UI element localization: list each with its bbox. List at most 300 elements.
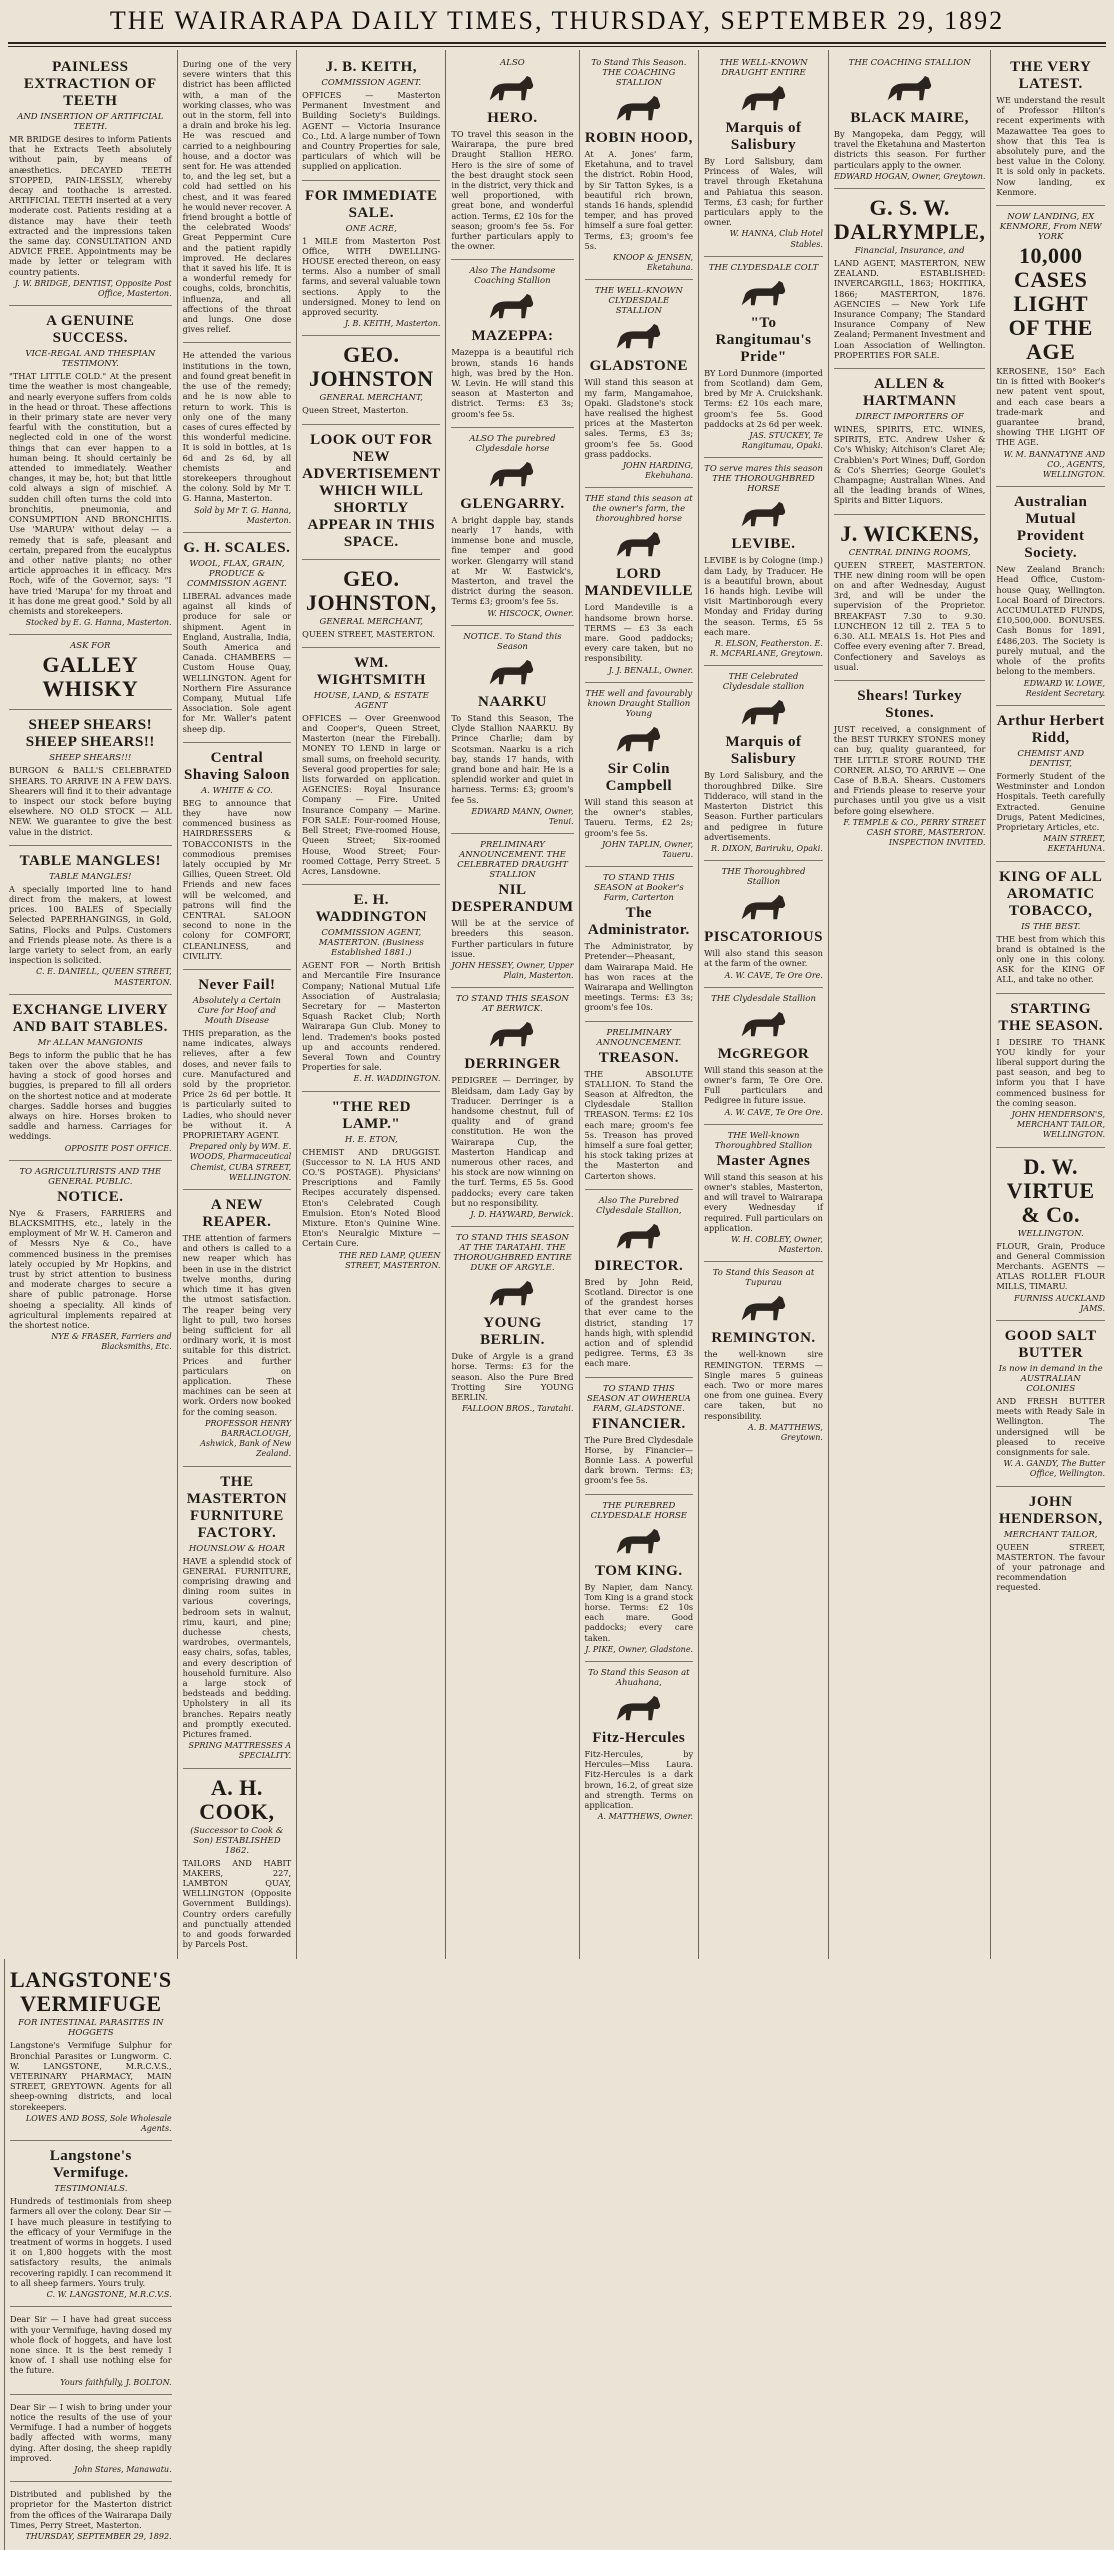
ad-body-text: MR BRIDGE desires to inform Patients that he Extracts Teeth absolutely without pain, by means of anæsthetics. DECAYED TEETH STOPPED, PAIN-LESSLY, whereby decay and toothache is arrested. ARTIFICIAL TEETH inserted at a very moderate cost. Patients residing at a distance may have their teeth extracted and the impressions taken the same day. CONSULTATION AND ADVICE FREE. Appointments may be made by letter or telegram with country patients. — [9, 134, 172, 277]
ad-subheading: THE CLYDESDALE COLT — [708, 262, 819, 273]
ad-body-text: Will also stand this season at the farm of the owner. — [704, 948, 823, 969]
ad-heading: TREASON. — [598, 1049, 679, 1066]
ad-body-text: Will stand this season at his owner's stables, Masterton, and will travel to Wairarapa every Wednesday if required. Full particulars on application. — [704, 1171, 823, 1233]
ad-subheading: H. E. ETON, — [344, 1134, 398, 1145]
ad-signature: FALLOON BROS., Taratahi. — [462, 1404, 574, 1414]
horse-engraving-icon — [611, 723, 667, 757]
advertisement — [451, 1227, 573, 1420]
ad-subheading: TO STAND THIS SEASON AT OWHERUA FARM, GLADSTONE. — [586, 1383, 691, 1414]
ad-heading: LOOK OUT FOR NEW ADVERTISEMENT WHICH WILL SHORTLY APPEAR IN THIS SPACE. — [302, 431, 441, 550]
horse-engraving-icon — [736, 891, 792, 925]
horse-engraving-icon — [484, 656, 540, 690]
ad-subheading: Mr ALLAN MANGIONIS — [37, 1037, 143, 1048]
ad-heading: TOM KING. — [595, 1562, 683, 1579]
advertisement — [585, 1662, 694, 1828]
ad-body-text: the well-known sire REMINGTON. TERMS — Single mares 5 guineas each. Two or more mares one from one guinea. Every care taken, but no responsibility. — [704, 1349, 823, 1421]
ad-heading: WM. WIGHTSMITH — [316, 654, 426, 688]
ad-subheading: THE WELL-KNOWN CLYDESDALE STALLION — [594, 286, 683, 317]
ad-body-text: THE attention of farmers and others is called to a new reaper which has been in use in the district twelve months, during which time it has given the utmost satisfaction. The reaper being very light to pull, two horses being sufficient for all ordinary work, it is most suitable for this district. Prices and further particulars on application. These machines can be seen at work. Orders now booked for the coming season. — [182, 1233, 292, 1417]
column-5 — [579, 50, 699, 1959]
ad-subheading: PRELIMINARY ANNOUNCEMENT. — [596, 1027, 682, 1048]
advertisement — [996, 52, 1105, 206]
ad-body-text: QUEEN STREET, MASTERTON. — [302, 628, 435, 639]
ad-signature: W. HISCOCK, Owner. — [487, 608, 574, 618]
ad-subheading: COMMISSION AGENT, MASTERTON. (Business Established 1881.) — [318, 928, 424, 959]
ad-subheading: TABLE MANGLES! — [49, 871, 132, 882]
ad-subheading: CENTRAL DINING ROOMS, — [848, 547, 971, 558]
ad-signature: W. H. COBLEY, Owner, Masterton. — [731, 1234, 823, 1255]
ad-body-text: PEDIGREE — Derringer, by Bleidsam, dam Lady Gay by Traducer. Derringer is a handsome chestnut, full of quality and of grand constitution. He won the Wairarapa Cup, the Masterton Handicap and numerous other races, and his stock are now winning on the turf. Terms, £5 5s. Good paddocks; every care taken but no responsibility. — [451, 1075, 574, 1208]
advertisement — [302, 885, 440, 1091]
ad-body-text: Will stand this season at the owner's farm, Te Ore Ore. Full particulars and Pedigree in future issue. — [704, 1064, 823, 1106]
advertisement — [996, 994, 1105, 1148]
ad-signature: J. D. HAYWARD, Berwick. — [470, 1209, 574, 1219]
horse-engraving-icon — [611, 1220, 667, 1254]
ad-signature: A. B. MATTHEWS, Greytown. — [747, 1422, 823, 1442]
advertisement — [9, 635, 172, 710]
advertisement — [585, 1495, 694, 1662]
ad-body-text: At A. Jones' farm, Eketahuna, and to travel the district. Robin Hood, by Sir Tatton Sykes, is a beautiful rich brown, stands 16 hands, splendid temper, and has proved himself a sure foal getter. Terms, £3; groom's fee 5s. — [584, 149, 694, 251]
ad-body-text: Lord Mandeville is a handsome brown horse. TERMS — £3 3s each mare. Good paddocks; every care taken, but no responsibility. — [584, 602, 694, 664]
ad-heading: GLADSTONE — [589, 358, 689, 375]
ad-heading: THE MASTERTON FURNITURE FACTORY. — [186, 1473, 288, 1541]
ad-body-text: THE ABSOLUTE STALLION. To Stand the Season at Alfredton, the Clydesdale Stallion TREASON. Terms: £2 10s each mare; groom's fee 5s. Treason has proved himself a sure foal getter, his stock taking prizes at the Masterton and Carterton shows. — [584, 1068, 694, 1181]
ad-body-text: BY Lord Dunmore (imported from Scotland) dam Gem, bred by Mr A. Cruickshank. Terms: £2 10s each mare, groom's fee 5s. Good paddocks at 2s 6d per week. — [704, 367, 823, 429]
ad-body-text: WE understand the result of Professor Hilton's recent experiments with Mazawattee Tea goes to show that this Tea is absolutely pure, and the best value in the Colony. It is sold only in packets. Now landing, ex Kenmore. — [996, 95, 1105, 197]
advertisement — [302, 336, 440, 424]
ad-subheading: WELLINGTON. — [1017, 1228, 1084, 1239]
ad-heading: MAZEPPA: — [471, 328, 554, 345]
advertisement — [704, 1262, 823, 1449]
advertisement — [704, 257, 823, 459]
ad-subheading: THE COACHING STALLION — [848, 58, 971, 68]
ad-body-text: BURGON & BALL'S CELEBRATED SHEARS. TO ARRIVE IN A FEW DAYS. Shearers will find it to their advantage to inspect our stock before buying elsewhere. NO OLD STOCK — ALL NEW. We guarantee to give the best value in the district. — [9, 765, 172, 837]
ad-signature: THE RED LAMP, QUEEN STREET, MASTERTON. — [338, 1250, 441, 1270]
ad-signature: R. DIXON, Bariruku, Opaki. — [711, 843, 823, 853]
ad-heading: The Administrator. — [587, 905, 690, 939]
ad-subheading: To Stand this Season at Ahuahana, — [588, 1668, 690, 1689]
ad-body-text: Duke of Argyle is a grand horse. Terms: £3 for the season. Also the Pure Bred Trotting Sire YOUNG BERLIN. — [451, 1351, 574, 1402]
ad-signature: FURNISS AUCKLAND JAMS. — [1014, 1293, 1105, 1313]
advertisement — [704, 666, 823, 861]
ad-heading: FOR IMMEDIATE SALE. — [305, 187, 438, 221]
ad-heading: DERRINGER — [464, 1056, 561, 1073]
ad-body-text: By Lord Salisbury, and the thoroughbred Dilke. Sire Tidderaco, will stand in the Masterton District this Season. Further particulars and pedigree in future advertisements. — [704, 770, 823, 842]
ad-signature: Stocked by E. G. Hanna, Masterton. — [25, 618, 172, 628]
ad-heading: J. WICKENS, — [840, 520, 980, 546]
ad-signature: JOHN HESSEY, Owner, Upper Plain, Masterton. — [451, 960, 574, 981]
ad-heading: PAINLESS EXTRACTION OF TEETH — [23, 59, 157, 109]
ad-heading: J. B. KEITH, — [325, 59, 417, 75]
ad-subheading: HOUNSLOW & HOAR — [188, 1543, 285, 1554]
ad-body-text: Dear Sir — I have had great success with your Vermifuge, having dosed my whole flock of hoggets, and have lost none since. It is the best remedy I know of. I shall use nothing else for the future. — [10, 2314, 172, 2376]
ad-subheading: A. WHITE & CO. — [201, 785, 273, 796]
ad-subheading: (Successor to Cook & Son) ESTABLISHED 1862. — [190, 1825, 284, 1856]
masthead-rule — [8, 42, 1106, 47]
ad-heading: Australian Mutual Provident Society. — [1014, 494, 1088, 562]
advertisement — [10, 2482, 172, 2548]
advertisement — [585, 1022, 694, 1190]
ad-body-text: THIS preparation, as the name indicates, always relieves, after a few doses, and never fails to cure. Manufactured and sold by the proprietor. Price 2s 6d per bottle. It is particularly suited to Ladies, who should never be without it. A PROPRIETARY AGENT. — [182, 1028, 292, 1141]
ad-body-text: QUEEN STREET, MASTERTON. The favour of your patronage and recommendation requested. — [996, 1541, 1105, 1593]
ad-signature: A. MATTHEWS, Owner. — [597, 1812, 694, 1822]
horse-engraving-icon — [736, 277, 792, 311]
ad-heading: DIRECTOR. — [594, 1257, 684, 1274]
ad-body-text: 1 MILE from Masterton Post Office, WITH DWELLING-HOUSE erected thereon, on easy terms. Also a number of small farms, and several valuable town sections. Apply to the undersigned. Money to lend on approved security. — [302, 235, 441, 318]
advertisement — [585, 1190, 694, 1378]
advertisement — [996, 1148, 1105, 1321]
ad-subheading: TO AGRICULTURISTS AND THE GENERAL PUBLIC. — [19, 1166, 162, 1187]
ad-signature: C. E. DANIELL, QUEEN STREET, MASTERTON. — [36, 967, 172, 987]
advertisement — [302, 648, 440, 885]
advertisement — [834, 52, 986, 189]
ad-heading: A. H. COOK, — [199, 1774, 275, 1824]
ad-heading: A GENUINE SUCCESS. — [46, 313, 135, 347]
ad-heading: D. W. VIRTUE & Co. — [1006, 1153, 1095, 1227]
ad-subheading: COMMISSION AGENT. — [321, 78, 422, 88]
ad-heading: Shears! Turkey Stones. — [857, 687, 963, 721]
ad-subheading: Also The Purebred Clydesdale Stallion, — [596, 1195, 682, 1216]
ad-heading: JOHN HENDERSON, — [998, 1493, 1103, 1527]
ad-signature: J. J. BENALL, Owner. — [608, 665, 694, 675]
ad-body-text: The Administrator, by Pretender—Pheasant, dam Wairarapa Maid. He has won races at the Wairarapa and Wellington meetings. Terms: £3 3s; groom's fee 10s. — [584, 941, 694, 1013]
advertisement — [302, 52, 440, 181]
ad-subheading: TO serve mares this season THE THOROUGHBRED HORSE — [704, 464, 823, 495]
advertisement — [996, 206, 1105, 487]
ad-body-text: During one of the very severe winters that this district has been afflicted with, a man of the working classes, who was out in the storm, fell into a drain and broke his leg. He was rescued and carried to a neighbouring house, and a doctor was sent for. He was attended to, and the leg set, but a cold had settled on his chest, and it was feared he would never recover. A friend brought a bottle of the celebrated Woods' Great Peppermint Cure and the patient rapidly improved. He declares that it saved his life. It is a wonderful remedy for coughs, colds, bronchitis, influenza, and all affections of the throat and lungs. One dose gives relief. — [182, 59, 292, 335]
advertisement — [834, 681, 986, 854]
advertisement — [451, 52, 573, 260]
ad-heading: NAARKU — [478, 693, 547, 710]
ad-signature: EDWARD MANN, Owner, Tenui. — [471, 806, 574, 826]
ad-subheading: TO STAND THIS SEASON AT BERWICK. — [456, 994, 569, 1015]
advertisement — [451, 834, 573, 988]
advertisement — [302, 181, 440, 337]
advertisement — [585, 52, 694, 280]
advertisement — [183, 52, 292, 343]
ad-heading: TABLE MANGLES! — [19, 852, 161, 869]
ad-body-text: WINES, SPIRITS, ETC. WINES, SPIRITS, ETC. Andrew Usher & Co's Whisky; Aitchison's Claret Ale; Crabbien's Port Wines; Duff, Gordon & Co's Sherries; George Goulet's Champagne; Australian Wines. And all the leading brands of Wines, Spirits and Bitter Liquors. — [833, 424, 986, 506]
ad-body-text: By Lord Salisbury, dam Princess of Wales, will travel through Eketahuna and Pahiatua this season. Terms, £3 cash; for further particulars apply to the owner. — [704, 156, 823, 228]
advertisement — [704, 988, 823, 1125]
ad-signature: Yours faithfully, J. BOLTON. — [60, 2377, 172, 2387]
ad-heading: "THE RED LAMP." — [331, 1098, 411, 1132]
ad-subheading: HOUSE, LAND, & ESTATE AGENT — [313, 690, 429, 711]
column-8 — [990, 50, 1110, 1959]
ad-subheading: AND INSERTION OF ARTIFICIAL TEETH. — [17, 112, 164, 132]
ad-heading: G. S. W. DALRYMPLE, — [833, 195, 986, 245]
ad-body-text: KEROSENE, 150° Each tin is fitted with Booker's new patent vent spout, and each case bears a trade-mark and guarantee brand, showing THE LIGHT OF THE AGE. — [996, 366, 1105, 448]
advertisement — [183, 743, 292, 970]
ad-body-text: JUST received, a consignment of the BEST TURKEY STONES money can buy, quality guaranteed, for THE LITTLE STORE ROUND THE CORNER. ALSO, TO ARRIVE — One Case of B.B.A. Shears. Customers and Friends please to reserve your purchases until you give us a visit before going elsewhere. — [833, 723, 986, 816]
ad-signature: J. W. BRIDGE, DENTIST, Opposite Post Office, Masterton. — [14, 278, 172, 299]
advertisement — [10, 2141, 172, 2307]
ad-heading: E. H. WADDINGTON — [315, 892, 427, 926]
ad-subheading: THE Thoroughbred Stallion — [721, 867, 806, 888]
advertisement — [10, 1961, 172, 2141]
ad-subheading: NOTICE. To Stand this Season — [463, 631, 562, 652]
ad-body-text: Begs to inform the public that he has taken over the above stables, and having a stock of good horses and buggies, is prepared to fill all orders on the shortest notice and at moderate charges. Saddle horses and buggies always on hire. Horses broken to saddle and harness. Carriages for weddings. — [9, 1049, 172, 1142]
advertisement — [585, 488, 694, 682]
ad-body-text: By Mangopeka, dam Peggy, will travel the Eketahuna and Masterton districts this season. For further particulars apply to the owner. — [833, 129, 986, 170]
ad-body-text: Dear Sir — I wish to bring under your notice the results of the use of your Vermifuge. I had a number of hoggets badly affected with worms, many dying. After dosing, the sheep rapidly improved. — [10, 2401, 172, 2463]
horse-engraving-icon — [736, 1008, 792, 1042]
ad-signature: A. W. CAVE, Te Ore Ore. — [724, 1107, 823, 1117]
ad-heading: ROBIN HOOD, — [584, 130, 693, 146]
horse-engraving-icon — [611, 528, 667, 562]
ad-heading: ALLEN & HARTMANN — [862, 376, 957, 410]
ad-heading: Master Agnes — [716, 1152, 811, 1169]
ad-subheading: TO STAND THIS SEASON at Booker's Farm, Carterton — [593, 873, 684, 904]
ad-body-text: OFFICES — Masterton Permanent Investment and Building Society's Buildings. AGENT — Victoria Insurance Co., Ltd. A large number of Town and Country Properties for sale, particulars of which will be supplied on application. — [302, 90, 441, 172]
ad-heading: GEO. JOHNSTON — [308, 342, 434, 392]
ad-body-text: THE best from which this brand is obtained is the only one in this colony. ASK for the KING OF ALL, and take no other. — [996, 933, 1105, 985]
ad-signature: W. A. GANDY, The Butter Office, Wellington. — [1003, 1459, 1105, 1479]
ad-body-text: "THAT LITTLE COLD." At the present time the weather is most changeable, and nearly everyone suffers from colds in the head or throat. These affections in their primary state are never very fearful with the constitution, but a neglected cold in one of the worst things that can ever happen to a human being. It should certainly be attended to immediately. Weather changes, it may be, hot; but that little cold always a sign of mischief. A sudden chill often turns the cold into bronchitis, pneumonia, and CONSUMPTION AND BRONCHITIS. Use 'MARUPA' without delay — a remedy that is safe, pleasant and certain, prepared from the eucalyptus and other native plants; no other article approaches it in efficacy. Mrs Roch, wife of the Governor, says: "I have tried 'Marupa' for my throat and it has done me great good." Sold by all chemists and storekeepers. — [9, 371, 172, 616]
ad-heading: GEO. JOHNSTON, — [305, 565, 437, 615]
ad-body-text: HAVE a splendid stock of GENERAL FURNITURE, comprising drawing and dining room suites in various coverings, bedroom sets in walnut, rimu, kauri, and pine; duchesse chests, wardrobes, overmantels, easy chairs, sofas, tables, and every description of household furniture. Also a large stock of bedsteads and bedding. Upholstery in all its branches. Repairs neatly and promptly executed. Pictures framed. — [182, 1555, 292, 1739]
ad-body-text: QUEEN STREET, MASTERTON. THE new dining room will be open on and after Wednesday, August 3rd, and will be under the supervision of the Proprietor. BREAKFAST 7.30 to 9.30. LUNCHEON 12 till 2. TEA 5 to 6.30. ALL MEALS 1s. Hot Pies and Coffee every evening after 7. Bread, Confectionery and Saveloys as usual. — [833, 559, 986, 672]
ad-heading: THE VERY LATEST. — [1010, 59, 1092, 92]
horse-engraving-icon — [736, 82, 792, 116]
ad-heading: REMINGTON. — [711, 1330, 816, 1347]
ad-signature: John Stares, Manawatu. — [74, 2464, 172, 2474]
ad-subheading: Absolutely a Certain Cure for Hoof and Mouth Disease — [192, 996, 281, 1027]
horse-engraving-icon — [484, 458, 540, 492]
ad-body-text: Langstone's Vermifuge Sulphur for Bronchial Parasites or Lungworm. C. W. LANGSTONE, M.R.C.V.S., VETERINARY PHARMACY, MAIN STREET, GREYTOWN. Agents for all sheep-owning districts, and local storekeepers. — [10, 2040, 172, 2112]
ad-body-text: New Zealand Branch: Head Office, Custom-house Quay, Wellington. Local Board of Directors. ACCUMULATED FUNDS, £10,500,000. BONUSES. Cash Bonus for 1891, £486,203. The Society is purely mutual, and the whole of the profits belong to the members. — [996, 564, 1105, 677]
ad-heading: Sir Colin Campbell — [605, 760, 673, 794]
ad-signature: NYE & FRASER, Farriers and Blacksmiths, Etc. — [51, 1332, 172, 1352]
ad-body-text: A bright dapple bay, stands nearly 17 hands, with immense bone and muscle, fine temper and good worker. Glengarry will stand at Mr W. Eastwick's, Masterton, and travel the district during the season. Terms £3; groom's fee 5s. — [451, 514, 574, 607]
ad-subheading: VICE-REGAL AND THESPIAN TESTIMONY. — [25, 349, 156, 370]
advertisement — [585, 280, 694, 488]
advertisement — [834, 515, 986, 681]
advertisement — [302, 1092, 440, 1277]
ad-body-text: Hundreds of testimonials from sheep farmers all over the colony. Dear Sir — I have much pleasure in testifying to the efficacy of your Vermifuge in the treatment of worms in hoggets. I used it on 1,800 hoggets with the most satisfactory results, the animals recovering rapidly. I can recommend it to all sheep farmers. Yours truly. — [10, 2196, 172, 2288]
ad-subheading: ASK FOR — [70, 641, 111, 652]
ad-signature: F. TEMPLE & CO., PERRY STREET CASH STORE, MASTERTON. INSPECTION INVITED. — [843, 817, 986, 848]
advertisement — [183, 533, 292, 743]
ad-body-text: BEG to announce that they have now commenced business as HAIRDRESSERS & TOBACCONISTS in the commodious premises lately occupied by Mr Gillies, Queen Street. Old Friends and new faces will be welcomed, and patrons will find the CENTRAL SALOON second to none in the colony for COMFORT, CLEANLINESS, and CIVILITY. — [182, 797, 292, 961]
advertisement — [834, 189, 986, 369]
ad-signature: R. ELSON, Featherston. E. R. MCFARLANE, Greytown. — [709, 639, 823, 659]
ad-body-text: Queen Street, Masterton. — [302, 405, 409, 416]
ad-signature: PROFESSOR HENRY BARRACLOUGH, Ashwick, Bank of New Zealand. — [200, 1418, 292, 1459]
horse-engraving-icon — [611, 1525, 667, 1559]
ad-subheading: ONE ACRE, — [345, 223, 397, 234]
ad-signature: J. PIKE, Owner, Gladstone. — [585, 1644, 694, 1654]
ad-subheading: DIRECT IMPORTERS OF — [855, 412, 964, 423]
advertisement — [9, 995, 172, 1161]
advertisement — [183, 970, 292, 1190]
advertisement — [451, 626, 573, 834]
ad-body-text: To Stand this Season, The Clyde Stallion NAARKU. By Prince Charlie; dam by Scotsman. Naarku is a rich bay, stands 17 hands, with grand bone and hair. He is a splendid worker and quiet in harness. Terms: £3; groom's fee 5s. — [451, 712, 574, 805]
ad-subheading: SHEEP SHEARS!!! — [49, 753, 132, 764]
ad-body-text: AGENT FOR — North British and Mercantile Fire Insurance Company; National Mutual Life Association of Australasia; Secretary for — Masterton Squash Racket Club; North Wairarapa Gun Club. Money to lend. Trademen's books posted up and accounts rendered. Several Town and Country Properties for sale. — [302, 960, 441, 1073]
ad-body-text: LAND AGENT, MASTERTON, NEW ZEALAND. ESTABLISHED: INVERCARGILL, 1863; HOKITIKA, 1866; MASTERTON, 1876. AGENCIES — New York Life Insurance Company; The Standard Insurance Company of New Zealand; Permanent Investment and Loan Association of Wellington. PROPERTIES FOR SALE. — [833, 258, 986, 360]
ad-body-text: Formerly Student of the Westminster and London Hospitals. Teeth carefully Extracted. Genuine Drugs, Patent Medicines, Proprietary Articles, etc. — [996, 770, 1105, 832]
ad-heading: "To Rangitumau's Pride" — [715, 314, 812, 365]
ad-signature: EDWARD W. LOWE, Resident Secretary. — [1023, 678, 1105, 698]
ad-subheading: FOR INTESTINAL PARASITES IN HOGGETS — [18, 2018, 164, 2039]
ad-body-text: OFFICES — Over Greenwood and Cooper's, Queen Street, Masterton (near the Fireball). MONEY TO LEND in large or small sums, on freehold security. Several good properties for sale; lists forwarded on application. AGENCIES: Royal Insurance Company — Fire. United Insurance Company — Marine. FOR SALE: Four-roomed House, Bell Street; Five-roomed House, Queen Street; Six-roomed House, Wood Street; Four-roomed Cottage, Perry Street. 5 Acres, Lansdowne. — [302, 712, 441, 876]
ad-signature: C. W. LANGSTONE, M.R.C.V.S. — [46, 2290, 172, 2300]
ad-heading: FINANCIER. — [591, 1415, 686, 1432]
ad-body-text: The Pure Bred Clydesdale Horse, by Financier—Bonnie Lass. A powerful dark brown. Terms: £3; groom's fee 5s. — [584, 1434, 694, 1486]
ad-subheading: NOW LANDING, EX KENMORE, From NEW YORK — [999, 212, 1102, 243]
advertisement — [9, 1161, 172, 1359]
ad-heading: G. H. SCALES. — [183, 539, 291, 556]
ad-body-text: TO travel this season in the Wairarapa, the pure bred Draught Stallion HERO. Hero is the sire of some of the best draught stock seen in the district, very thick and well proportioned, with great bone, and wonderful action. Terms, £2 10s for the season; groom's fee 5s. For further particulars apply to the owner. — [451, 129, 574, 252]
advertisement — [451, 260, 573, 427]
advertisement — [10, 2395, 172, 2482]
ad-heading: LANGSTONE'S VERMIFUGE — [10, 1967, 172, 2017]
ad-heading: YOUNG BERLIN. — [480, 1315, 545, 1349]
ad-signature: JAS. STUCKEY, Te Rangitumau, Opaki. — [741, 431, 823, 451]
ad-heading: A NEW REAPER. — [202, 1197, 272, 1231]
ad-body-text: FLOUR, Grain, Produce and General Commission Merchants. AGENTS — ATLAS ROLLER FLOUR MILLS, TIMARU. — [996, 1240, 1105, 1292]
ad-heading: Arthur Herbert Ridd, — [996, 712, 1105, 746]
ad-body-text: LEVIBE is by Cologne (imp.) dam Lady, by Traducer. He is a beautiful brown, about 16 hands high. Levibe will visit Martinborough every Monday and Friday during the season. Terms, £5 5s each mare. — [704, 555, 823, 637]
advertisement — [451, 988, 573, 1227]
advertisement — [302, 425, 440, 560]
column-7 — [828, 50, 991, 1959]
ad-subheading: THE PUREBRED CLYDESDALE HORSE — [590, 1500, 688, 1521]
column-4 — [445, 50, 578, 1959]
horse-engraving-icon — [484, 72, 540, 106]
advertisement — [302, 560, 440, 648]
ad-body-text: CHEMIST AND DRUGGIST. (Successor to N. LA HUS AND CO.'S POSTAGE). Physicians' Prescriptions and Family Recipes accurately dispensed. Eton's Celebrated Cough Emulsion. Eton's Noted Blood Mixture. Eton's Quinine Wine. Eton's Neuralgic Mixture — Certain Cure. — [302, 1146, 441, 1249]
ad-body-text: Nye & Frasers, FARRIERS and BLACKSMITHS, etc., lately in the employment of Mr W. H. Cameron and of Messrs Nye & Co., have commenced business in the premises lately occupied by Mr Hopkins, and trust by strict attention to business and moderate charges to secure a share of public patronage. Horse shoeing a speciality. All kinds of agricultural implements repaired at the shortest notice. — [9, 1207, 172, 1331]
advertisement — [585, 683, 694, 867]
ad-heading: LEVIBE. — [731, 536, 796, 553]
ad-body-text: By Napier, dam Nancy. Tom King is a grand stock horse. Terms: £2 10s each mare. Good paddocks; every care taken. — [584, 1581, 694, 1643]
ad-body-text: Bred by John Reid, Scotland. Director is one of the grandest horses that ever came to the district, standing 17 hands high, with splendid action and of splendid pedigree. Terms, £3 3s each mare. — [584, 1276, 694, 1369]
ad-heading: PISCATORIOUS — [704, 929, 823, 946]
advertisement — [585, 1378, 694, 1495]
horse-engraving-icon — [611, 92, 667, 126]
ad-signature: EDWARD HOGAN, Owner, Greytown. — [833, 171, 986, 181]
ad-subheading: ALSO — [500, 58, 525, 68]
ad-heading: Marquis of Salisbury — [725, 120, 802, 153]
advertisement — [704, 1125, 823, 1263]
ad-signature: J. B. KEITH, Masterton. — [344, 319, 441, 329]
advertisement — [834, 369, 986, 515]
advertisement — [10, 2307, 172, 2394]
advertisement — [183, 1190, 292, 1466]
ad-subheading: Also The Handsome Coaching Stallion — [469, 266, 556, 287]
advertisement — [704, 52, 823, 257]
ad-signature: KNOOP & JENSEN, Eketahuna. — [613, 253, 694, 273]
ad-signature: SPRING MATTRESSES A SPECIALITY. — [188, 1741, 292, 1761]
advertisement — [183, 343, 292, 532]
ad-heading: 10,000 CASES LIGHT OF THE AGE — [1008, 243, 1093, 365]
ad-heading: Central Shaving Saloon — [183, 749, 290, 783]
ad-subheading: Financial, Insurance, and — [854, 246, 965, 257]
horse-engraving-icon — [736, 1292, 792, 1326]
ad-signature: JOHN HENDERSON'S, MERCHANT TAILOR, WELLINGTON. — [1011, 1109, 1105, 1140]
horse-engraving-icon — [736, 498, 792, 532]
ad-heading: NIL DESPERANDUM — [451, 882, 574, 916]
advertisement — [451, 428, 573, 626]
ad-subheading: THE stand this season at the owner's farm, the thoroughbred horse — [584, 494, 693, 525]
ad-subheading: THE Well-known Thoroughbred Stallion — [714, 1130, 813, 1151]
ad-subheading: PRELIMINARY ANNOUNCEMENT. THE CELEBRATED DRAUGHT STALLION — [457, 840, 568, 881]
ad-heading: Never Fail! — [198, 977, 276, 994]
ad-subheading: TO STAND THIS SEASON AT THE TARATAHI. THE THOROUGHBRED ENTIRE DUKE OF ARGYLE. — [453, 1233, 572, 1274]
ad-heading: STARTING THE SEASON. — [998, 1000, 1104, 1034]
advertisement — [585, 867, 694, 1021]
column-1 — [4, 50, 177, 1959]
ad-subheading: WOOL, FLAX, GRAIN, PRODUCE & COMMISSION AGENT. — [186, 558, 287, 589]
horse-engraving-icon — [484, 1018, 540, 1052]
horse-engraving-icon — [611, 1692, 667, 1726]
ad-subheading: GENERAL MERCHANT, — [319, 616, 423, 627]
ad-signature: Prepared only by WM. E. WOODS, Pharmaceutical Chemist, CUBA STREET, WELLINGTON. — [189, 1142, 292, 1182]
ad-heading: GALLEY WHISKY — [42, 652, 139, 702]
ad-signature: W. HANNA, Club Hotel Stables. — [729, 229, 823, 249]
ad-heading: EXCHANGE LIVERY AND BAIT STABLES. — [12, 1001, 169, 1035]
horse-engraving-icon — [484, 290, 540, 324]
ad-signature: E. H. WADDINGTON. — [353, 1074, 441, 1084]
ad-subheading: GENERAL MERCHANT, — [319, 393, 423, 404]
ad-body-text: He attended the various institutions in the town, and found great benefit in the use of the remedy; and he is now able to return to work. This is only one of the many cases of cures effected by this wonderful medicine. It is sold in bottles, at 1s 6d and 2s 6d, by all chemists and storekeepers throughout the colony. Sold by Mr T. G. Hanna, Masterton. — [182, 350, 292, 504]
advertisement — [9, 306, 172, 635]
ad-body-text: Mazeppa is a beautiful rich brown, stands 16 hands high, was bred by the Hon. W. Levin. He will stand this season at Masterton and district. Terms: £3 3s; groom's fee 5s. — [451, 347, 574, 419]
ad-subheading: THE WELL-KNOWN DRAUGHT ENTIRE — [719, 58, 808, 78]
ad-body-text: LIBERAL advances made against all kinds of produce for sale or shipment. Agent in England, Australia, India, South America and Canada. CHAMBERS — Custom House Quay, WELLINGTON. Agent for Northern Fire Assurance Company, Mutual Life Association. Sole agent for Mr. Waller's patent sheep dip. — [182, 590, 292, 734]
ad-heading: Langstone's Vermifuge. — [49, 2148, 132, 2182]
ad-body-text: A specially imported line to hand direct from the makers, at lowest prices. 100 BALES of Specially Selected PAPERHANGINGS, in Gold, Satins, Flocks and Pulps. Customers and Friends please note. As there is a large variety to select from, an early inspection is solicited. — [9, 883, 172, 966]
column-6 — [698, 50, 828, 1959]
columns-grid — [4, 50, 1110, 2541]
ad-body-text: Fitz-Hercules, by Hercules—Miss Laura. Fitz-Hercules is a dark brown, 16.2, of great size and strength. Terms on application. — [584, 1749, 694, 1811]
ad-subheading: CHEMIST AND DENTIST, — [1017, 748, 1085, 769]
advertisement — [9, 710, 172, 845]
column-3 — [296, 50, 445, 1959]
ad-subheading: MERCHANT TAILOR, — [1003, 1529, 1098, 1540]
ad-signature: A. W. CAVE, Te Ore Ore. — [724, 970, 823, 980]
horse-engraving-icon — [484, 1277, 540, 1311]
column-9 — [4, 1959, 177, 2550]
ad-subheading: TESTIMONIALS. — [54, 2184, 128, 2195]
horse-engraving-icon — [611, 320, 667, 354]
horse-engraving-icon — [882, 72, 938, 106]
advertisement — [704, 458, 823, 666]
ad-body-text: AND FRESH BUTTER meets with Ready Sale in Wellington. The undersigned will be pleased to receive consignments for sale. — [996, 1396, 1105, 1458]
ad-subheading: Is now in demand in the AUSTRALIAN COLONIES — [998, 1364, 1103, 1394]
ad-signature: W. M. BANNATYNE AND CO., AGENTS, WELLINGTON. — [1003, 449, 1105, 480]
ad-signature: MAIN STREET, EKETAHUNA. — [1043, 834, 1105, 854]
ad-subheading: THE well and favourably known Draught Stallion Young — [585, 688, 693, 719]
advertisement — [996, 1321, 1105, 1487]
ad-heading: HERO. — [487, 110, 538, 126]
ad-body-text: Will be at the service of breeders this season. Further particulars in future issue. — [451, 918, 574, 959]
advertisement — [704, 861, 823, 988]
ad-signature: THURSDAY, SEPTEMBER 29, 1892. — [25, 2531, 172, 2541]
ad-body-text: Will stand this season at my farm, Mangamahoe, Opaki. Gladstone's stock have realised the highest prices at the Masterton sales. Terms, £3 3s; groom's fee 5s. Good grass paddocks. — [584, 377, 694, 459]
ad-heading: KING OF ALL AROMATIC TOBACCO, — [999, 868, 1103, 919]
ad-subheading: THE Clydesdale Stallion — [711, 993, 816, 1004]
ad-heading: GLENGARRY. — [460, 495, 565, 512]
ad-heading: GOOD SALT BUTTER — [1004, 1328, 1097, 1361]
ad-body-text: I DESIRE TO THANK YOU kindly for your liberal support during the past season, and beg to inform you that I have commenced business for the coming season. — [996, 1036, 1105, 1108]
ad-body-text: TAILORS AND HABIT MAKERS, 227, LAMBTON QUAY, WELLINGTON (Opposite Government Buildings). Country orders carefully and punctually attended to and goods forwarded by Parcels Post. — [182, 1857, 292, 1950]
ad-signature: Sold by Mr T. G. Hanna, Masterton. — [194, 505, 292, 525]
ad-heading: McGREGOR — [717, 1045, 810, 1062]
ad-heading: LORD MANDEVILLE — [584, 566, 693, 600]
